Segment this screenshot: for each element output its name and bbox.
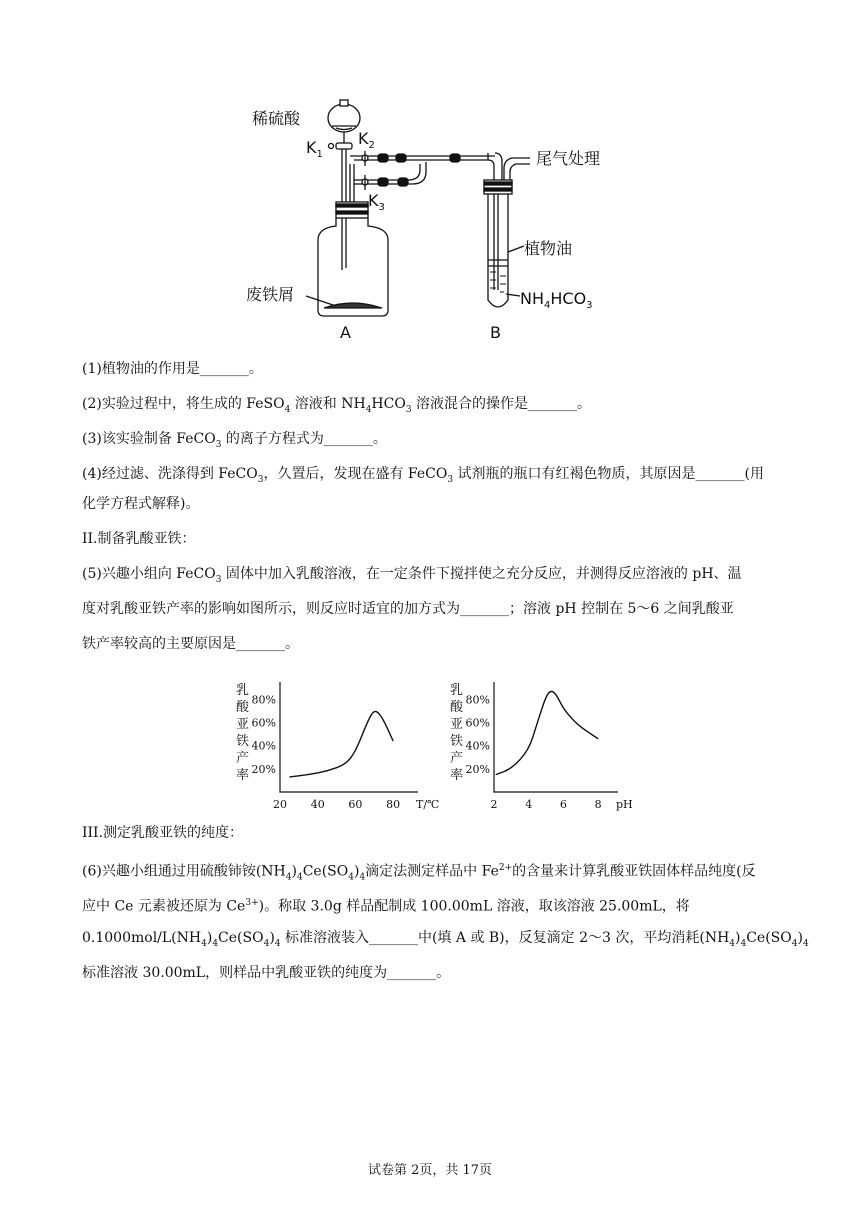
x-tick-label: 60	[348, 798, 363, 811]
label-plant-oil: 植物油	[524, 239, 573, 258]
y-tick-label: 80%	[251, 693, 276, 707]
label-k3: $K_3$	[368, 191, 385, 213]
x-axis-label: T/℃	[416, 798, 440, 811]
y-axis-label-char: 铁	[236, 734, 250, 749]
x-tick-label: 40	[310, 798, 325, 811]
question-4: (4)经过滤、洗涤得到 FeCO$_3$，久置后，发现在盛有 FeCO$_3$ 试剂瓶的瓶口有红褐色物质，其原因是_______(用	[82, 466, 764, 485]
y-tick-label: 80%	[465, 693, 490, 707]
section-3-heading: III.测定乳酸亚铁的纯度：	[82, 825, 244, 841]
question-6-line4: 标准溶液 30.00mL，则样品中乳酸亚铁的纯度为_______。	[82, 965, 451, 981]
page-footer: 试卷第 2页，共 17页	[367, 1163, 493, 1178]
ph-yield-chart	[436, 672, 646, 812]
y-tick-label: 60%	[465, 716, 490, 730]
y-tick-label: 40%	[251, 739, 276, 753]
question-6-line2: 应中 Ce 元素被还原为 $Ce^{3+}$)。称取 3.0g 样品配制成 100.00mL 溶液，取该溶液 25.00mL，将	[82, 898, 690, 915]
label-nh4hco3: $NH_4HCO_3$	[520, 289, 593, 311]
question-4-cont: 化学方程式解释)。	[82, 496, 200, 512]
y-axis-label-char: 亚	[236, 717, 250, 732]
y-axis-label-char: 率	[236, 768, 250, 783]
yield-curve	[496, 691, 598, 774]
x-tick-label: 6	[559, 798, 567, 811]
y-axis-label-char: 酸	[236, 700, 250, 715]
y-axis-label-char: 酸	[450, 700, 464, 715]
y-axis-label-char: 率	[450, 768, 464, 783]
question-3: (3)该实验制备 FeCO$_3$ 的离子方程式为_______。	[82, 431, 387, 450]
label-tail-gas: 尾气处理	[536, 149, 601, 168]
axis-lines	[494, 682, 618, 792]
y-axis-label-char: 产	[236, 751, 250, 766]
y-tick-label: 20%	[465, 762, 490, 776]
label-dilute-acid: 稀硫酸	[252, 109, 301, 128]
x-tick-label: 4	[525, 798, 533, 811]
label-k2: $K_2$	[358, 129, 375, 151]
section-2-heading: II.制备乳酸亚铁：	[82, 531, 196, 547]
x-axis-label: pH	[616, 798, 633, 811]
question-5-line2: 度对乳酸亚铁产率的影响如图所示，则反应时适宜的加方式为_______；溶液 pH 控制在 5～6 之间乳酸亚	[82, 601, 734, 617]
label-k1: $K_1$	[306, 138, 323, 160]
label-iron-scrap: 废铁屑	[246, 285, 295, 304]
question-1: (1)植物油的作用是_______。	[82, 361, 263, 377]
y-axis-label-char: 亚	[450, 717, 464, 732]
question-5: (5)兴趣小组向 FeCO$_3$ 固体中加入乳酸溶液，在一定条件下搅拌使之充分反应，并测得反应溶液的 pH、温	[82, 566, 742, 585]
question-5-line3: 铁产率较高的主要原因是_______。	[82, 636, 299, 652]
y-axis-label-char: 乳	[450, 683, 464, 698]
x-tick-label: 20	[273, 798, 287, 811]
x-tick-label: 2	[490, 798, 498, 811]
label-a: A	[340, 323, 351, 342]
label-b: B	[490, 323, 501, 342]
temperature-yield-chart	[222, 672, 442, 812]
apparatus-diagram	[240, 80, 640, 345]
question-6: (6)兴趣小组通过用硫酸铈铵$(NH_4)_4Ce(SO_4)_4$滴定法测定样品中 $Fe^{2+}$的含量来计算乳酸亚铁固体样品纯度(反	[82, 863, 756, 883]
y-axis-label-char: 产	[450, 751, 464, 766]
y-tick-label: 20%	[251, 762, 276, 776]
y-axis-label-char: 铁	[450, 734, 464, 749]
y-axis-label-char: 乳	[236, 683, 250, 698]
question-2: (2)实验过程中，将生成的 FeSO$_4$ 溶液和 $NH_4HCO_3$ 溶液混合的操作是_______。	[82, 396, 592, 415]
x-tick-label: 80	[386, 798, 401, 811]
yield-curve	[289, 711, 393, 777]
y-tick-label: 40%	[465, 739, 490, 753]
x-tick-label: 8	[594, 798, 602, 811]
y-tick-label: 60%	[251, 716, 276, 730]
question-6-line3: $0.1000mol/L(NH_4)_4Ce(SO_4)_4$ 标准溶液装入_______中(填 A 或 B)，反复滴定 2～3 次，平均消耗$(NH_4)_4Ce(SO_4)_4$	[82, 930, 809, 949]
